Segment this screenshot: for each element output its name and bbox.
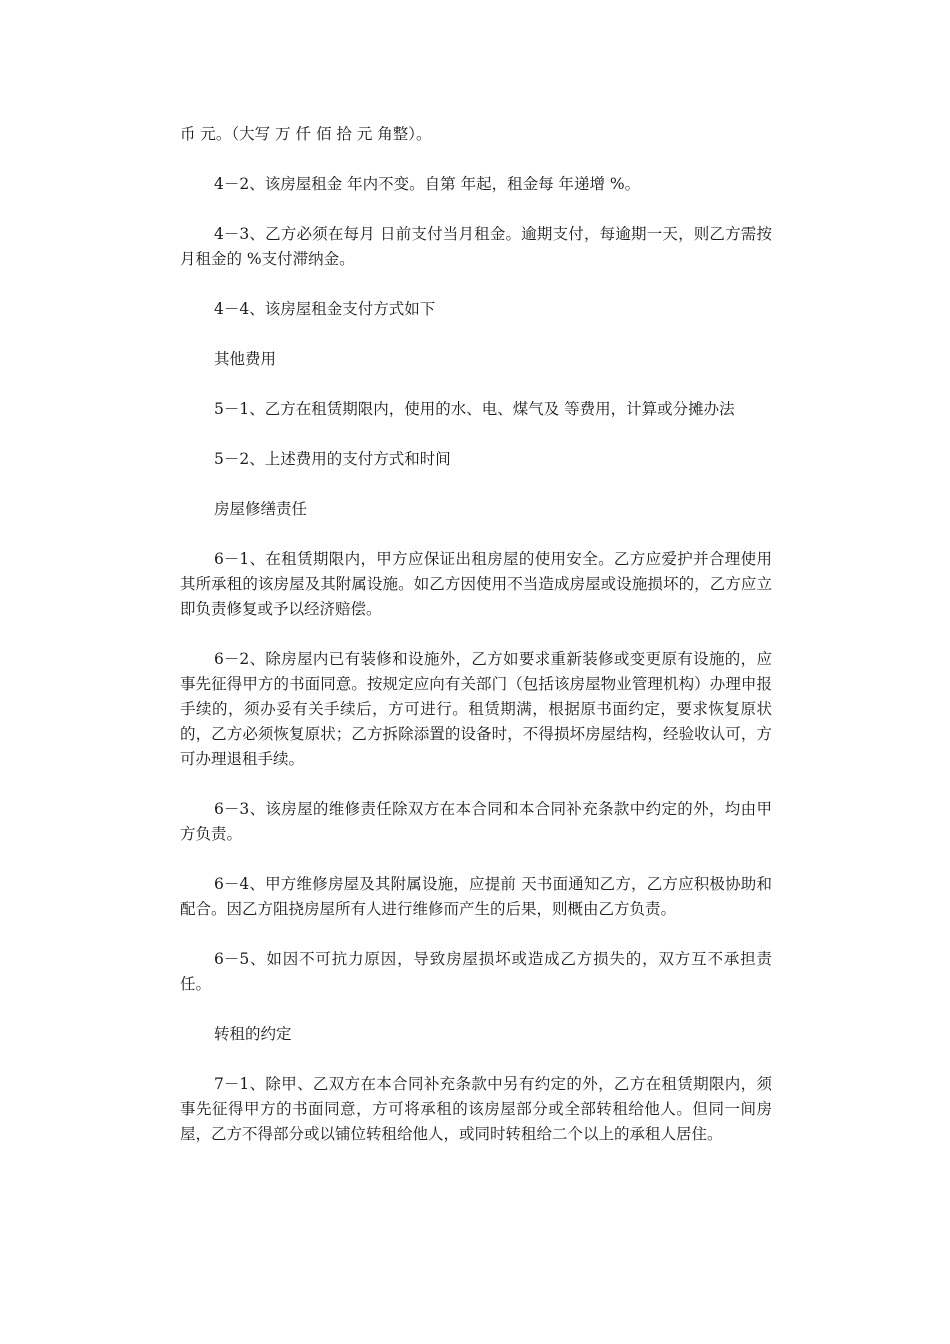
paragraph-4-4: 4－4、该房屋租金支付方式如下	[214, 300, 436, 318]
paragraph-4-2: 4－2、该房屋租金 年内不变。自第 年起，租金每 年递增 %。	[214, 175, 641, 193]
paragraph-6-5: 6－5、如因不可抗力原因，导致房屋损坏或造成乙方损失的，双方互不承担责任。	[180, 950, 772, 993]
paragraph-5-1: 5－1、乙方在租赁期限内，使用的水、电、煤气及 等费用，计算或分摊办法	[214, 400, 735, 418]
paragraph-6-2: 6－2、除房屋内已有装修和设施外，乙方如要求重新装修或变更原有设施的，应事先征得甲方的书面同意。按规定应向有关部门（包括该房屋物业管理机构）办理申报手续的，须办妥有关手续后，方可进行。租赁期满，根据原书面约定，要求恢复原状的，乙方必须恢复原状；乙方拆除添置的设备时，不得损坏房屋结构，经验收认可，方可办理退租手续。	[180, 650, 772, 768]
section-heading-repair-responsibility: 房屋修缮责任	[214, 500, 308, 518]
document-body	[180, 122, 772, 1172]
paragraph-6-3: 6－3、该房屋的维修责任除双方在本合同和本合同补充条款中约定的外，均由甲方负责。	[180, 800, 772, 843]
paragraph-6-1: 6－1、在租赁期限内，甲方应保证出租房屋的使用安全。乙方应爱护并合理使用其所承租的该房屋及其附属设施。如乙方因使用不当造成房屋或设施损坏的，乙方应立即负责修复或予以经济赔偿。	[180, 550, 772, 618]
paragraph-5-2: 5－2、上述费用的支付方式和时间	[214, 450, 451, 468]
section-heading-sublease: 转租的约定	[214, 1025, 292, 1043]
paragraph-4-3: 4－3、乙方必须在每月 日前支付当月租金。逾期支付，每逾期一天，则乙方需按月租金的 %支付滞纳金。	[180, 225, 772, 268]
paragraph-rent-amount-tail: 币 元。（大写 万 仟 佰 拾 元 角整）。	[180, 125, 432, 143]
section-heading-other-fees: 其他费用	[214, 350, 277, 368]
paragraph-7-1: 7－1、除甲、乙双方在本合同补充条款中另有约定的外，乙方在租赁期限内，须事先征得甲方的书面同意，方可将承租的该房屋部分或全部转租给他人。但同一间房屋，乙方不得部分或以铺位转租给他人，或同时转租给二个以上的承租人居住。	[180, 1075, 772, 1143]
paragraph-6-4: 6－4、甲方维修房屋及其附属设施，应提前 天书面通知乙方，乙方应积极协助和配合。因乙方阻挠房屋所有人进行维修而产生的后果，则概由乙方负责。	[180, 875, 772, 918]
